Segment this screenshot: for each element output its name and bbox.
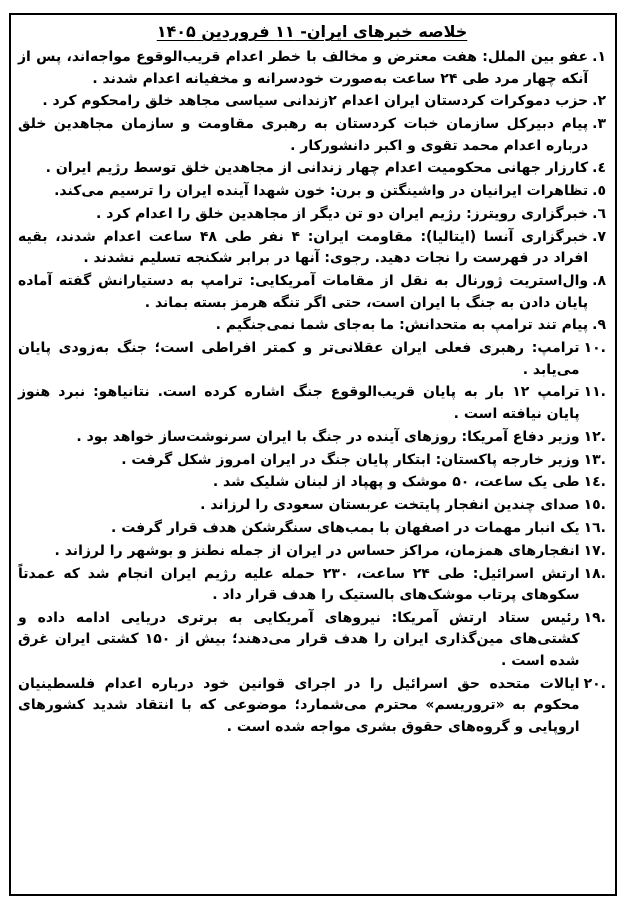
news-item-text: پیام تند ترامپ به متحدانش: ما به‌جای شما نمی‌جنگیم . bbox=[215, 317, 589, 334]
news-item bbox=[18, 608, 606, 673]
news-item bbox=[18, 181, 606, 203]
news-item bbox=[18, 114, 606, 157]
news-item-number: ٨. bbox=[592, 273, 606, 290]
news-item bbox=[18, 472, 606, 494]
news-item-text: خبرگزاری آنسا (ایتالیا): مقاومت ایران: ۴ نفر طی ۴۸ ساعت اعدام شدند، بقیه افراد در فهرست را نجات دهید. رجوی: آنها در برابر شکنجه تسلیم نشدند . bbox=[18, 228, 589, 267]
news-summary-page bbox=[9, 13, 617, 896]
news-item-text: یک انبار مهمات در اصفهان با بمب‌های سنگرشکن هدف قرار گرفت . bbox=[111, 519, 580, 536]
news-item bbox=[18, 674, 606, 739]
news-item bbox=[18, 204, 606, 226]
news-item-text: رئیس ستاد ارتش آمریکا: نیروهای آمریکایی به برتری دریایی ادامه داده و کشتی‌های مین‌گذاری ایران را هدف قرار می‌دهند؛ بیش از ۱۵۰ کشتی ایران غرق شده است . bbox=[18, 609, 580, 669]
news-item-number: .١١ bbox=[583, 384, 606, 401]
news-item bbox=[18, 338, 606, 381]
news-item-number: ٦. bbox=[592, 205, 606, 222]
news-item-text: وزیر دفاع آمریکا: روزهای آینده در جنگ با ایران سرنوشت‌ساز خواهد بود . bbox=[76, 428, 580, 445]
news-item-text: انفجارهای همزمان، مراکز حساس در ایران از جمله نطنز و بوشهر را لرزاند . bbox=[54, 542, 580, 559]
news-item-text: خبرگزاری رویترز: رژیم ایران دو تن دیگر از مجاهدین خلق را اعدام کرد . bbox=[96, 205, 589, 222]
news-item-number: .١٨ bbox=[583, 565, 606, 582]
news-item-number: ٤. bbox=[592, 160, 606, 177]
news-item bbox=[18, 315, 606, 337]
news-item-text: عفو بین الملل: هفت معترض و مخالف با خطر اعدام قریب‌الوقوع مواجه‌اند، پس از آنکه چهار مرد طی ۲۴ ساعت به‌صورت خودسرانه و مخفیانه اعدام شدند . bbox=[18, 49, 589, 87]
news-item-number: .١٦ bbox=[583, 519, 606, 536]
news-item-text: پیام دبیرکل سازمان خبات کردستان به رهبری مقاومت و سازمان مجاهدین خلق درباره اعدام محمد تقوی و اکبر دانشورکار . bbox=[18, 116, 589, 154]
news-item-number: .١٠ bbox=[583, 340, 606, 357]
news-item-number: ٥. bbox=[592, 183, 606, 200]
news-item-text: ارتش اسرائیل: طی ۲۴ ساعت، ۲۳۰ حمله علیه رژیم ایران انجام شد که عمدتاً سکوهای پرتاب موشک‌های بالستیک را هدف قرار داد . bbox=[18, 565, 580, 604]
news-list bbox=[18, 47, 606, 738]
news-item bbox=[18, 47, 606, 90]
news-item-text: طی یک ساعت، ۵۰ موشک و پهپاد از لبنان شلیک شد . bbox=[212, 474, 580, 491]
news-item-number: ۲. bbox=[592, 93, 606, 110]
news-item-text: ترامپ: رهبری فعلی ایران عقلانی‌تر و کمتر افراطی است؛ جنگ به‌زودی پایان می‌یابد . bbox=[18, 340, 580, 378]
news-item bbox=[18, 427, 606, 449]
news-item-text: حزب دموکرات کردستان ایران اعدام ۲زندانی سیاسی مجاهد خلق رامحکوم کرد . bbox=[42, 93, 589, 110]
news-item bbox=[18, 541, 606, 563]
page-title-text: خلاصه خبرهای ایران- ۱۱ فروردین ۱۴۰۵ bbox=[156, 22, 468, 41]
news-item-text: کارزار جهانی محکومیت اعدام چهار زندانی از مجاهدین خلق توسط رژیم ایران . bbox=[45, 160, 589, 177]
news-item-number: ۱. bbox=[592, 49, 606, 65]
news-item-text: وزیر خارجه پاکستان: ابتکار پایان جنگ در ایران امروز شکل گرفت . bbox=[121, 451, 580, 468]
news-item-number: ۳. bbox=[592, 116, 606, 133]
news-item-number: ٩. bbox=[592, 317, 606, 334]
news-item-number: .١٤ bbox=[583, 474, 606, 491]
news-item-number: ٧. bbox=[592, 228, 606, 245]
news-item-number: .١٢ bbox=[583, 428, 606, 445]
news-item bbox=[18, 271, 606, 314]
news-item-text: ایالات متحده حق اسرائیل را در اجرای قوانین خود درباره اعدام فلسطینیان محکوم به «تروریسم» محترم می‌شمارد؛ موضوعی که با انتقاد شدید کشورهای اروپایی و گروه‌های حقوق بشری مواجه شده است . bbox=[18, 675, 580, 735]
news-item-text: ترامپ ۱۲ بار به پایان قریب‌الوقوع جنگ اشاره کرده است. نتانیاهو: نبرد هنوز پایان نیافته است . bbox=[18, 384, 580, 422]
news-item bbox=[18, 382, 606, 425]
news-item-text: تظاهرات ایرانیان در واشینگتن و برن: خون شهدا آینده ایران را ترسیم می‌کند. bbox=[54, 183, 589, 200]
news-item-text: صدای چندین انفجار پایتخت عربستان سعودی را لرزاند . bbox=[200, 497, 580, 514]
news-item bbox=[18, 518, 606, 540]
news-item bbox=[18, 495, 606, 517]
news-item-number: .١٥ bbox=[583, 497, 606, 514]
news-item bbox=[18, 227, 606, 270]
news-item bbox=[18, 564, 606, 607]
news-item-number: .١٣ bbox=[583, 451, 606, 468]
news-item-number: .١٧ bbox=[583, 542, 606, 559]
news-item-text: وال‌استریت ژورنال به نقل از مقامات آمریکایی: ترامپ به دستیارانش گفته آماده پایان دادن به جنگ با ایران است، حتی اگر تنگه هرمز بسته بماند . bbox=[18, 273, 589, 311]
news-item-number: .١٩ bbox=[583, 609, 606, 626]
news-item-number: .٢٠ bbox=[583, 675, 606, 692]
news-item bbox=[18, 450, 606, 472]
news-item bbox=[18, 91, 606, 113]
news-item bbox=[18, 158, 606, 180]
page-title bbox=[18, 21, 606, 43]
